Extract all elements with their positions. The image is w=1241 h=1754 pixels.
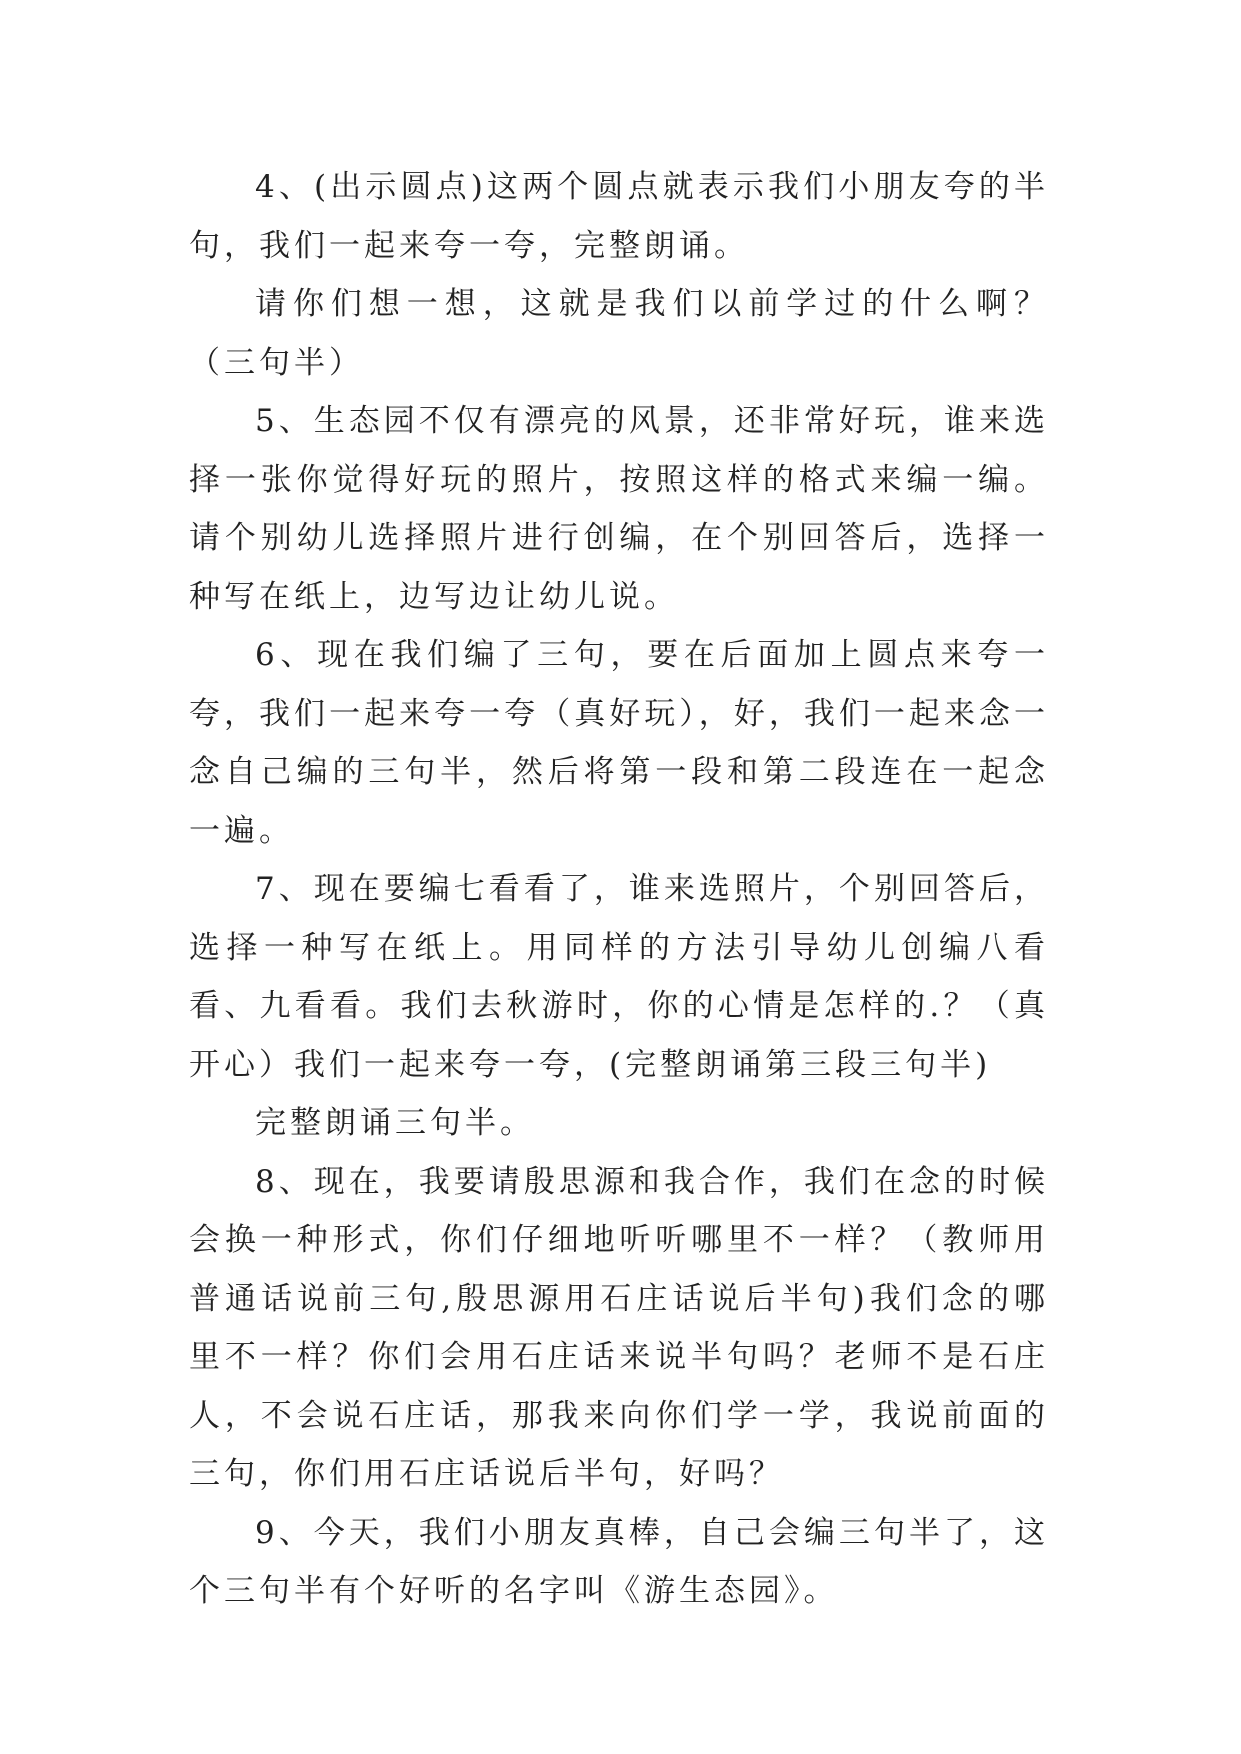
paragraph-step-6: 6、现在我们编了三句，要在后面加上圆点来夸一夸，我们一起来夸一夸（真好玩），好，我们一起来念一念自己编的三句半，然后将第一段和第二段连在一起念一遍。 <box>189 637 1049 849</box>
paragraph-step-8: 8、现在，我要请殷思源和我合作，我们在念的时候会换一种形式，你们仔细地听听哪里不一样？（教师用普通话说前三句,殷思源用石庄话说后半句)我们念的哪里不一样？你们会用石庄话来说半句吗？老师不是石庄人，不会说石庄话，那我来向你们学一学，我说前面的三句，你们用石庄话说后半句，好吗？ <box>189 1163 1049 1492</box>
paragraph-step-7: 7、现在要编七看看了，谁来选照片，个别回答后，选择一种写在纸上。用同样的方法引导幼儿创编八看看、九看看。我们去秋游时，你的心情是怎样的.？（真开心）我们一起来夸一夸，(完整朗诵第三段三句半) <box>189 871 1049 1083</box>
paragraph-question: 请你们想一想，这就是我们以前学过的什么啊？（三句半） <box>189 286 1049 381</box>
paragraph-step-9: 9、今天，我们小朋友真棒，自己会编三句半了，这个三句半有个好听的名字叫《游生态园》。 <box>189 1514 1049 1609</box>
paragraph-recite: 完整朗诵三句半。 <box>255 1105 535 1141</box>
paragraph-step-4: 4、(出示圆点)这两个圆点就表示我们小朋友夸的半句，我们一起来夸一夸，完整朗诵。 <box>189 169 1049 264</box>
paragraph-step-5: 5、生态园不仅有漂亮的风景，还非常好玩，谁来选择一张你觉得好玩的照片，按照这样的格式来编一编。请个别幼儿选择照片进行创编，在个别回答后，选择一种写在纸上，边写边让幼儿说。 <box>189 403 1049 615</box>
document-body <box>189 158 1049 1621</box>
